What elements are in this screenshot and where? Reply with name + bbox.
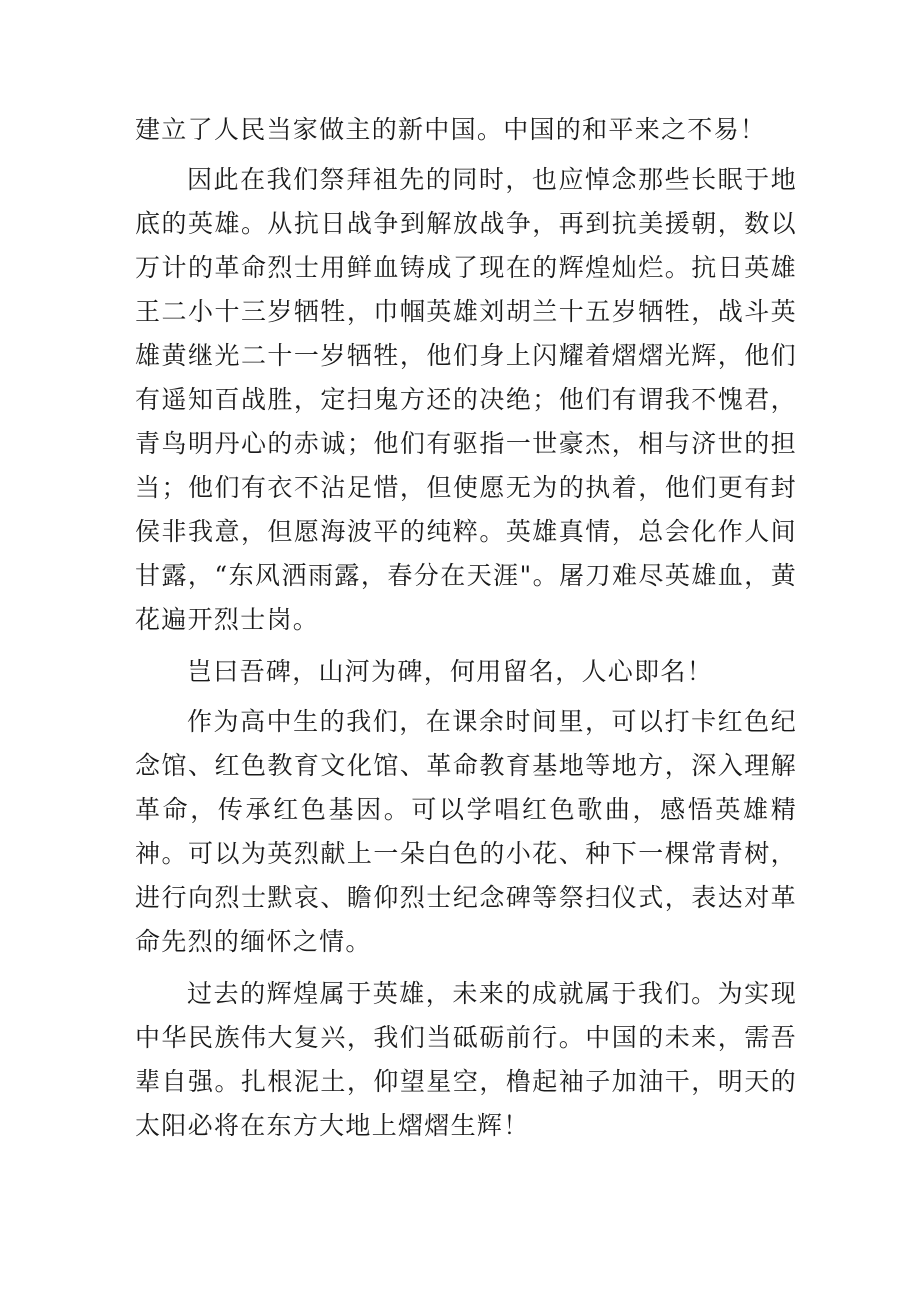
- paragraph-4: 作为高中生的我们，在课余时间里，可以打卡红色纪念馆、红色教育文化馆、革命教育基地等地方，深入理解革命，传承红色基因。可以学唱红色歌曲，感悟英雄精神。可以为英烈献上一朵白色的小花、种下一棵常青树，进行向烈士默哀、瞻仰烈士纪念碑等祭扫仪式，表达对革命先烈的缅怀之情。: [135, 707, 797, 956]
- document-body: [135, 108, 797, 1148]
- paragraph-1: 建立了人民当家做主的新中国。中国的和平来之不易！: [135, 115, 767, 144]
- paragraph-2: 因此在我们祭拜祖先的同时，也应悼念那些长眠于地底的英雄。从抗日战争到解放战争，再到抗美援朝，数以万计的革命烈士用鲜血铸成了现在的辉煌灿烂。抗日英雄王二小十三岁牺牲，巾帼英雄刘胡兰十五岁牺牲，战斗英雄黄继光二十一岁牺牲，他们身上闪耀着熠熠光辉，他们有遥知百战胜，定扫鬼方还的决绝；他们有谓我不愧君，青鸟明丹心的赤诚；他们有驱指一世豪杰，相与济世的担当；他们有衣不沾足惜，但使愿无为的执着，他们更有封侯非我意，但愿海波平的纯粹。英雄真情，总会化作人间甘露，“东风洒雨露，春分在天涯"。屠刀难尽英雄血，黄花遍开烈士岗。: [135, 165, 797, 634]
- paragraph-5: 过去的辉煌属于英雄，未来的成就属于我们。为实现中华民族伟大复兴，我们当砥砺前行。中国的未来，需吾辈自强。扎根泥土，仰望星空，橹起袖子加油干，明天的太阳必将在东方大地上熠熠生辉！: [135, 979, 797, 1140]
- paragraph-3: 岂曰吾碑，山河为碑，何用留名，人心即名！: [187, 657, 714, 686]
